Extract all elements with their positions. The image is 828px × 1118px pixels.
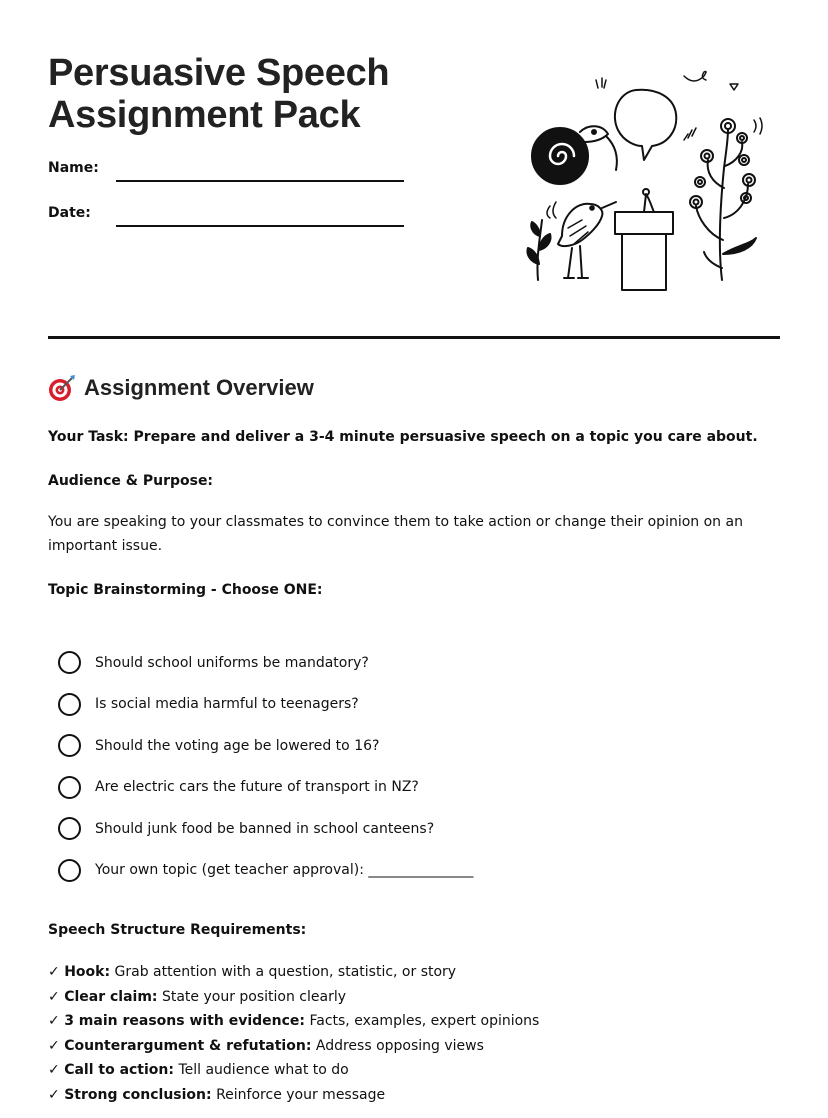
check-icon: ✓ — [48, 1037, 60, 1054]
title-line-1: Persuasive Speech — [48, 52, 390, 94]
sound-marks-icon — [596, 72, 762, 141]
requirement-label: Hook: — [64, 964, 111, 980]
task-text: Your Task: Prepare and deliver a 3-4 minute persuasive speech on a topic you care about. — [48, 429, 758, 445]
speech-illustration — [518, 68, 768, 296]
topic-option[interactable] — [58, 642, 473, 684]
audience-text: You are speaking to your classmates to convince them to take action or change their opinion on an important issue. — [48, 514, 743, 554]
name-field[interactable] — [116, 180, 404, 182]
topic-label: Is social media harmful to teenagers? — [95, 696, 359, 713]
speech-bubble-icon — [615, 90, 676, 160]
requirement-text: State your position clearly — [161, 988, 347, 1005]
topic-label: Are electric cars the future of transport in NZ? — [95, 779, 419, 796]
requirement-text: Tell audience what to do — [178, 1062, 349, 1079]
radio-button[interactable] — [58, 776, 81, 799]
header-divider — [48, 336, 780, 339]
section-heading-text: Assignment Overview — [84, 375, 314, 400]
topic-option[interactable] — [58, 808, 473, 850]
radio-button[interactable] — [58, 693, 81, 716]
requirement-label: Clear claim: — [64, 988, 158, 1005]
target-icon — [48, 374, 76, 402]
audience-heading: Audience & Purpose: — [48, 473, 214, 489]
topics-heading: Topic Brainstorming - Choose ONE: — [48, 582, 323, 598]
check-icon: ✓ — [48, 988, 60, 1005]
radio-button[interactable] — [58, 817, 81, 840]
requirement-item — [48, 960, 539, 985]
check-icon: ✓ — [48, 1013, 60, 1030]
requirement-item — [48, 1034, 539, 1059]
requirement-label: Counterargument & refutation: — [64, 1037, 312, 1054]
name-label: Name: — [48, 160, 99, 176]
requirement-text: Facts, examples, expert opinions — [309, 1013, 540, 1030]
topic-label: Should school uniforms be mandatory? — [95, 654, 369, 671]
topic-option[interactable] — [58, 767, 473, 809]
radio-button[interactable] — [58, 859, 81, 882]
title-line-2: Assignment Pack — [48, 94, 361, 136]
fern-plant-icon — [527, 220, 550, 280]
small-bird-icon — [547, 202, 616, 278]
topic-label: Should junk food be banned in school canteens? — [95, 820, 435, 837]
koru-tree-icon — [690, 119, 756, 280]
date-label: Date: — [48, 205, 91, 221]
topic-option[interactable] — [58, 850, 473, 892]
page-title — [48, 52, 389, 136]
requirement-label: 3 main reasons with evidence: — [64, 1013, 306, 1030]
requirement-text: Address opposing views — [315, 1037, 484, 1054]
requirement-label: Call to action: — [64, 1062, 174, 1079]
requirement-text: Reinforce your message — [216, 1086, 386, 1103]
structure-heading: Speech Structure Requirements: — [48, 922, 307, 938]
radio-button[interactable] — [58, 734, 81, 757]
kiwi-bird-icon — [532, 126, 617, 184]
check-icon: ✓ — [48, 964, 60, 980]
requirement-item — [48, 1083, 539, 1108]
requirement-item — [48, 985, 539, 1010]
topic-list — [58, 642, 473, 891]
radio-button[interactable] — [58, 651, 81, 674]
requirements-list — [48, 960, 539, 1108]
requirement-text: Grab attention with a question, statistic, or story — [114, 964, 457, 980]
requirement-item — [48, 1009, 539, 1034]
topic-option[interactable] — [58, 684, 473, 726]
requirement-label: Strong conclusion: — [64, 1086, 212, 1103]
topic-label: Your own topic (get teacher approval): _______________ — [95, 862, 474, 879]
check-icon: ✓ — [48, 1086, 60, 1103]
check-icon: ✓ — [48, 1062, 60, 1079]
topic-label: Should the voting age be lowered to 16? — [95, 737, 380, 754]
date-field[interactable] — [116, 225, 404, 227]
section-heading — [48, 374, 314, 402]
requirement-item — [48, 1058, 539, 1083]
topic-option[interactable] — [58, 725, 473, 767]
podium-icon — [615, 189, 673, 290]
